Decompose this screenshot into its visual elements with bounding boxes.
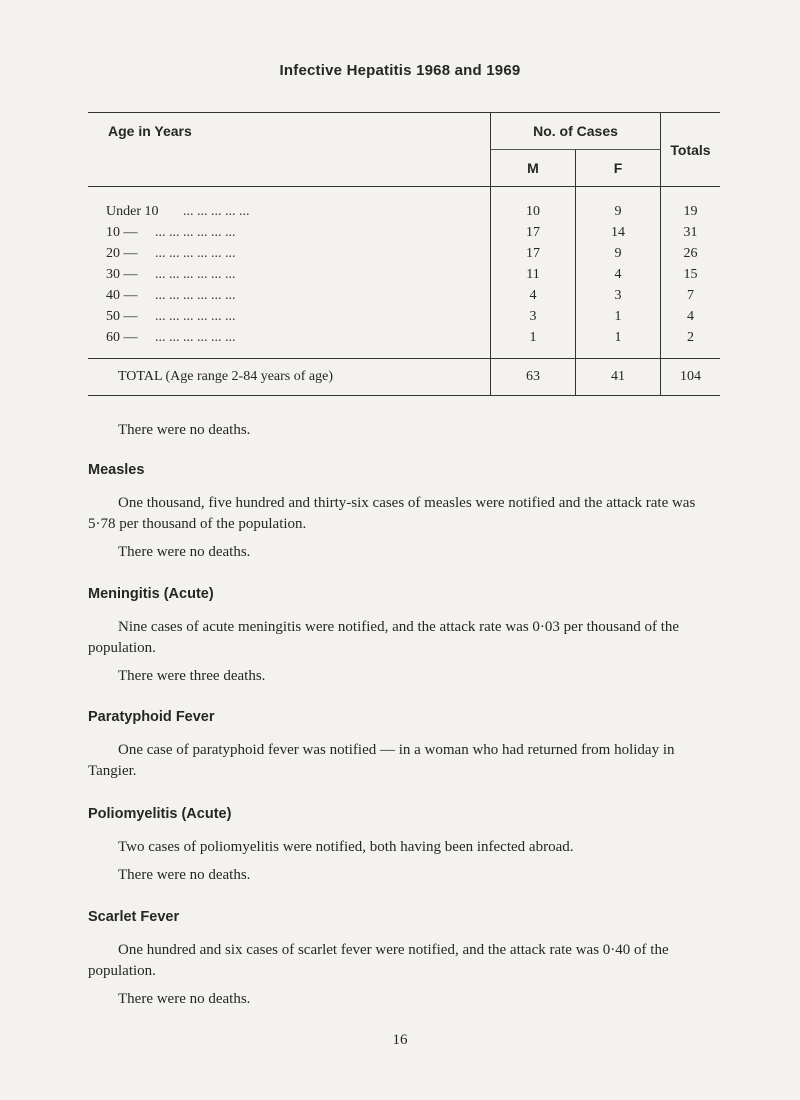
cell-f: 3: [614, 288, 622, 303]
table-row: Under 10 ... ... ... ... ...: [106, 204, 250, 219]
header-cases: No. of Cases: [491, 113, 661, 150]
cell-total: 31: [683, 225, 698, 240]
cell-total: 26: [683, 246, 698, 261]
table-row: 40 — ... ... ... ... ... ...: [106, 288, 236, 303]
table-row: 60 — ... ... ... ... ... ...: [106, 330, 236, 345]
measles-deaths: There were no deaths.: [118, 544, 251, 560]
header-age: Age in Years: [88, 113, 491, 187]
cell-total: 19: [683, 204, 698, 219]
cell-f: 9: [614, 204, 622, 219]
hepatitis-table: [88, 112, 720, 396]
meningitis-text: Nine cases of acute meningitis were notified, and the attack rate was 0·03 per thousand of the population.: [88, 619, 680, 656]
cell-f: 1: [614, 309, 622, 324]
cell-f: 9: [614, 246, 622, 261]
poliomyelitis-text: Two cases of poliomyelitis were notified, both having been infected abroad.: [118, 839, 574, 855]
header-f: F: [576, 150, 661, 187]
f-column: [576, 187, 661, 359]
total-f: 41: [576, 359, 661, 396]
total-row: [88, 359, 720, 396]
scarlet-fever-text: One hundred and six cases of scarlet fever were notified, and the attack rate was 0·40 of the population.: [88, 942, 669, 979]
cell-f: 14: [611, 225, 625, 240]
cell-m: 4: [529, 288, 537, 303]
total-label: TOTAL (Age range 2-84 years of age): [88, 359, 491, 396]
table-row: 50 — ... ... ... ... ... ...: [106, 309, 236, 324]
totals-column: [661, 187, 721, 359]
page-number: 16: [392, 1032, 408, 1048]
heading-paratyphoid: Paratyphoid Fever: [88, 709, 215, 725]
total-m: 63: [491, 359, 576, 396]
cell-m: 1: [529, 330, 537, 345]
table-row: 20 — ... ... ... ... ... ...: [106, 246, 236, 261]
cell-m: 11: [526, 267, 540, 282]
header-totals: Totals: [661, 113, 721, 187]
heading-poliomyelitis: Poliomyelitis (Acute): [88, 806, 232, 822]
scarlet-fever-deaths: There were no deaths.: [118, 991, 251, 1007]
cell-m: 10: [526, 204, 540, 219]
cell-m: 17: [526, 246, 540, 261]
cell-total: 15: [683, 267, 698, 282]
cell-m: 3: [529, 309, 537, 324]
table-title: Infective Hepatitis 1968 and 1969: [279, 62, 521, 79]
table-row: 10 — ... ... ... ... ... ...: [106, 225, 236, 240]
total-all: 104: [661, 359, 721, 396]
cell-total: 2: [687, 330, 694, 345]
paratyphoid-text: One case of paratyphoid fever was notified — in a woman who had returned from holiday in Tangier.: [88, 742, 675, 779]
header-m: M: [491, 150, 576, 187]
heading-measles: Measles: [88, 462, 145, 478]
meningitis-deaths: There were three deaths.: [118, 668, 266, 684]
heading-meningitis: Meningitis (Acute): [88, 586, 214, 602]
measles-text: One thousand, five hundred and thirty-six cases of measles were notified and the attack rate was 5·78 per thousand of the population.: [88, 495, 696, 532]
age-column: [88, 187, 491, 359]
poliomyelitis-deaths: There were no deaths.: [118, 867, 251, 883]
cell-total: 7: [687, 288, 694, 303]
m-column: [491, 187, 576, 359]
cell-total: 4: [687, 309, 694, 324]
hepatitis-deaths: There were no deaths.: [118, 422, 251, 438]
cell-f: 4: [614, 267, 622, 282]
table-row: 30 — ... ... ... ... ... ...: [106, 267, 236, 282]
cell-f: 1: [614, 330, 622, 345]
heading-scarlet-fever: Scarlet Fever: [88, 909, 180, 925]
cell-m: 17: [526, 225, 540, 240]
